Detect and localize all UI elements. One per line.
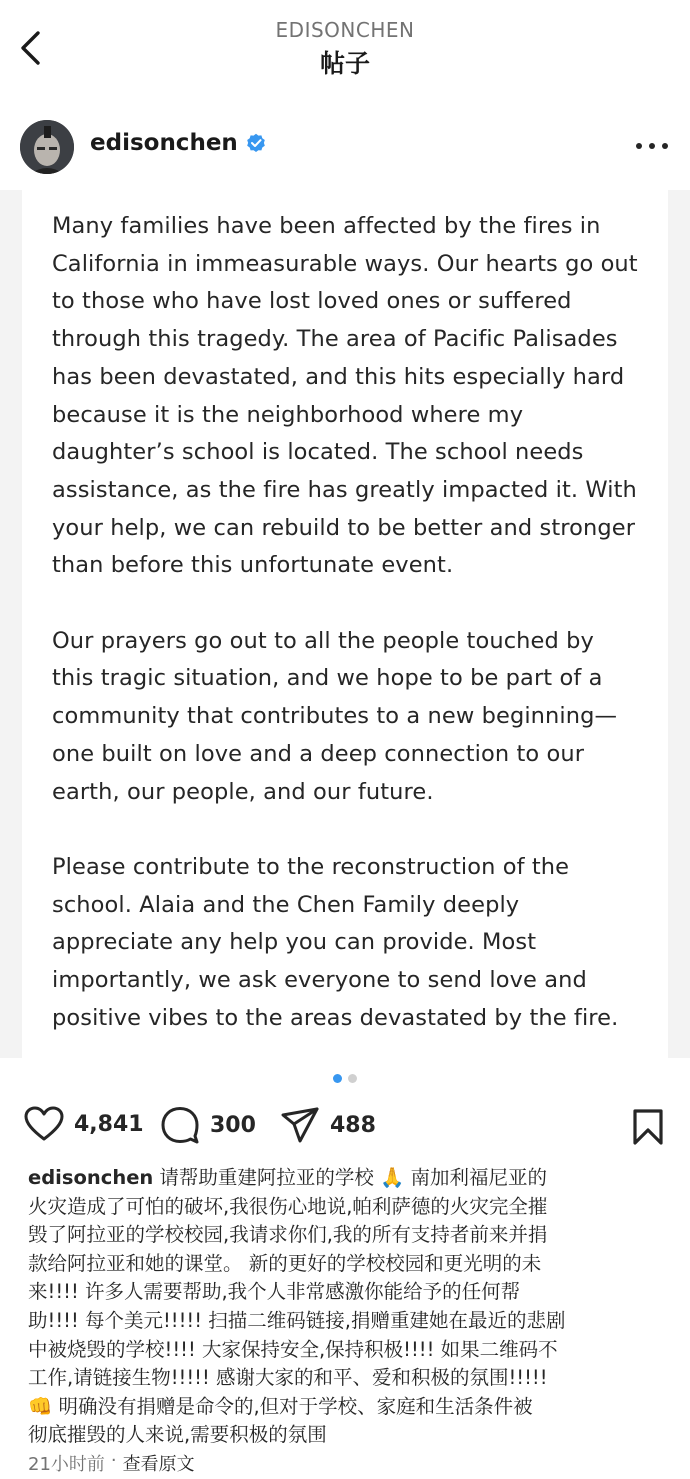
post-caption: [28, 1164, 668, 1450]
caption-line: 中被烧毁的学校!!!! 大家保持安全,保持积极!!!! 如果二维码不: [28, 1337, 558, 1361]
comment-icon: [160, 1106, 200, 1144]
post-timestamp: 21小时前: [28, 1454, 105, 1475]
send-icon: [280, 1106, 320, 1144]
more-dot-icon: [662, 143, 668, 149]
save-button[interactable]: [632, 1108, 664, 1150]
top-username: EDISONCHEN: [275, 18, 415, 42]
post-username[interactable]: [90, 130, 266, 156]
comment-count: 300: [210, 1112, 256, 1138]
caption-line: 👊 明确没有捐赠是命令的,但对于学校、家庭和生活条件被: [28, 1394, 533, 1418]
statement-card: [22, 190, 668, 1058]
statement-paragraph: Our prayers go out to all the people touched by this tragic situation, and we hope to be part of a community that contributes to a new beginning—one built on love and a deep connection to our earth, our people, and our future.: [52, 627, 618, 805]
top-bar: [0, 0, 690, 92]
like-button[interactable]: [24, 1106, 144, 1142]
avatar-image: [20, 120, 74, 174]
caption-text: 请帮助重建阿拉亚的学校 🙏 南加利福尼亚的: [159, 1166, 547, 1189]
caption-line: 款给阿拉亚和她的课堂。 新的更好的学校校园和更光明的未: [28, 1251, 542, 1275]
heart-icon: [24, 1106, 64, 1142]
avatar[interactable]: [20, 120, 74, 174]
statement-paragraph: Please contribute to the reconstruction of the school. Alaia and the Chen Family deeply appreciate any help you can provide. Most importantly, we ask everyone to send love and positive vibes to the areas devastated by the fire.: [52, 853, 619, 1031]
page-title: 帖子: [319, 49, 370, 78]
carousel-indicator: [0, 1074, 690, 1083]
share-button[interactable]: [280, 1106, 376, 1144]
caption-line: 火灾造成了可怕的破坏,我很伤心地说,帕利萨德的火灾完全摧: [28, 1194, 548, 1218]
carousel-dot-active: [333, 1074, 342, 1083]
post-meta: [28, 1450, 195, 1476]
post-username-text: edisonchen: [90, 130, 238, 156]
more-options-button[interactable]: [636, 134, 668, 158]
share-count: 488: [330, 1112, 376, 1138]
caption-line: 工作,请链接生物!!!!! 感谢大家的和平、爱和积极的氛围!!!!!: [28, 1366, 548, 1390]
caption-line: 助!!!! 每个美元!!!!! 扫描二维码链接,捐赠重建她在最近的悲剧: [28, 1308, 566, 1332]
statement-paragraph: Many families have been affected by the fires in California in immeasurable ways. Our hearts go out to those who have lost loved ones or suffered through this tragedy. The area of Pacific Palisades has been devastated, and this hits especially hard because it is the neighborhood where my daughter’s school is located. The school needs assistance, as the fire has greatly impacted it. With your help, we can rebuild to be better and stronger than before this unfortunate event.: [52, 213, 638, 579]
bookmark-icon: [632, 1108, 664, 1146]
like-count: 4,841: [74, 1111, 144, 1137]
caption-line: 毁了阿拉亚的学校校园,我请求你们,我的所有支持者前来并捐: [28, 1223, 548, 1247]
caption-username[interactable]: edisonchen: [28, 1166, 154, 1189]
post-image[interactable]: [0, 190, 690, 1058]
post-header: [0, 112, 690, 184]
comment-button[interactable]: [160, 1106, 256, 1144]
meta-separator: ·: [110, 1450, 117, 1471]
caption-line: 来!!!! 许多人需要帮助,我个人非常感激你能给予的任何帮: [28, 1280, 521, 1304]
action-bar: [0, 1100, 690, 1156]
verified-badge-icon: [246, 133, 266, 153]
more-dot-icon: [649, 143, 655, 149]
caption-line: [28, 1164, 668, 1193]
carousel-dot: [348, 1074, 357, 1083]
caption-line: 彻底摧毁的人来说,需要积极的氛围: [28, 1423, 327, 1447]
more-dot-icon: [636, 143, 642, 149]
see-original-link[interactable]: 查看原文: [122, 1454, 195, 1475]
